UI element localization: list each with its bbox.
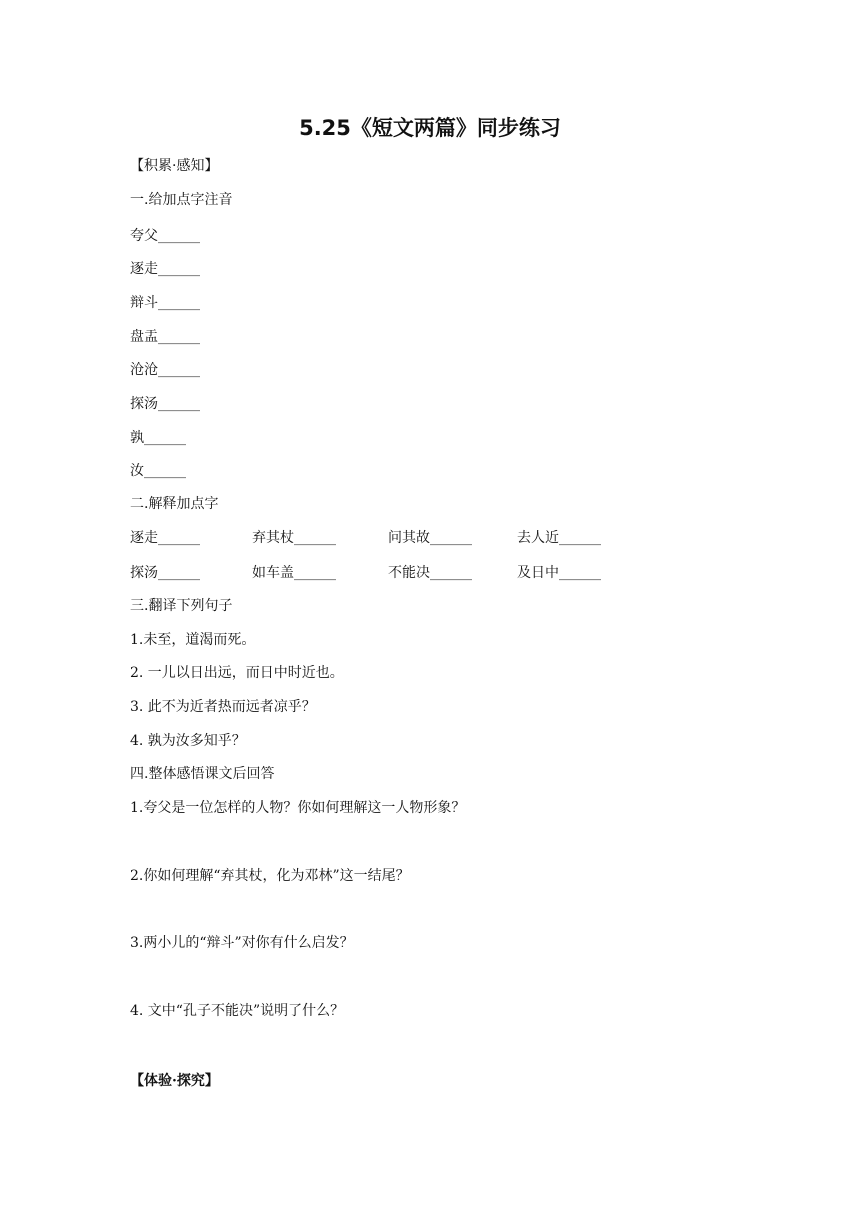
q3-heading: 三.翻译下列句子 bbox=[130, 598, 233, 614]
q3-item: 2. 一儿以日出远，而日中时近也。 bbox=[130, 665, 344, 681]
q2-item: 如车盖______ bbox=[252, 565, 336, 581]
q3-item: 4. 孰为汝多知乎？ bbox=[130, 733, 246, 749]
q2-item: 及日中______ bbox=[517, 565, 601, 581]
q1-heading: 一.给加点字注音 bbox=[130, 192, 233, 208]
q2-item: 探汤______ bbox=[130, 565, 200, 581]
q4-item: 2.你如何理解“弃其杖，化为邓林”这一结尾？ bbox=[130, 868, 410, 884]
q1-item: 孰______ bbox=[130, 430, 186, 446]
q1-item: 夸父______ bbox=[130, 228, 200, 244]
q1-item: 沧沧______ bbox=[130, 362, 200, 378]
q2-item: 去人近______ bbox=[517, 530, 601, 546]
q4-heading: 四.整体感悟课文后回答 bbox=[130, 766, 275, 782]
q1-item: 盘盂______ bbox=[130, 329, 200, 345]
q3-item: 3. 此不为近者热而远者凉乎？ bbox=[130, 699, 316, 715]
q4-item: 1.夸父是一位怎样的人物？你如何理解这一人物形象？ bbox=[130, 800, 466, 816]
q2-heading: 二.解释加点字 bbox=[130, 496, 219, 512]
section-explore-heading: 【体验·探究】 bbox=[130, 1073, 219, 1089]
q4-item: 3.两小儿的“辩斗”对你有什么启发？ bbox=[130, 935, 354, 951]
page-title: 5.25《短文两篇》同步练习 bbox=[299, 116, 561, 140]
q1-item: 辩斗______ bbox=[130, 295, 200, 311]
q2-item: 不能决______ bbox=[388, 565, 472, 581]
q2-item: 逐走______ bbox=[130, 530, 200, 546]
q4-item: 4. 文中“孔子不能决”说明了什么？ bbox=[130, 1003, 345, 1019]
q3-item: 1.未至，道渴而死。 bbox=[130, 632, 256, 648]
section-accumulate-heading: 【积累·感知】 bbox=[130, 158, 219, 174]
q2-item: 问其故______ bbox=[388, 530, 472, 546]
q1-item: 探汤______ bbox=[130, 396, 200, 412]
q1-item: 汝______ bbox=[130, 463, 186, 479]
q1-item: 逐走______ bbox=[130, 261, 200, 277]
q2-item: 弃其杖______ bbox=[252, 530, 336, 546]
